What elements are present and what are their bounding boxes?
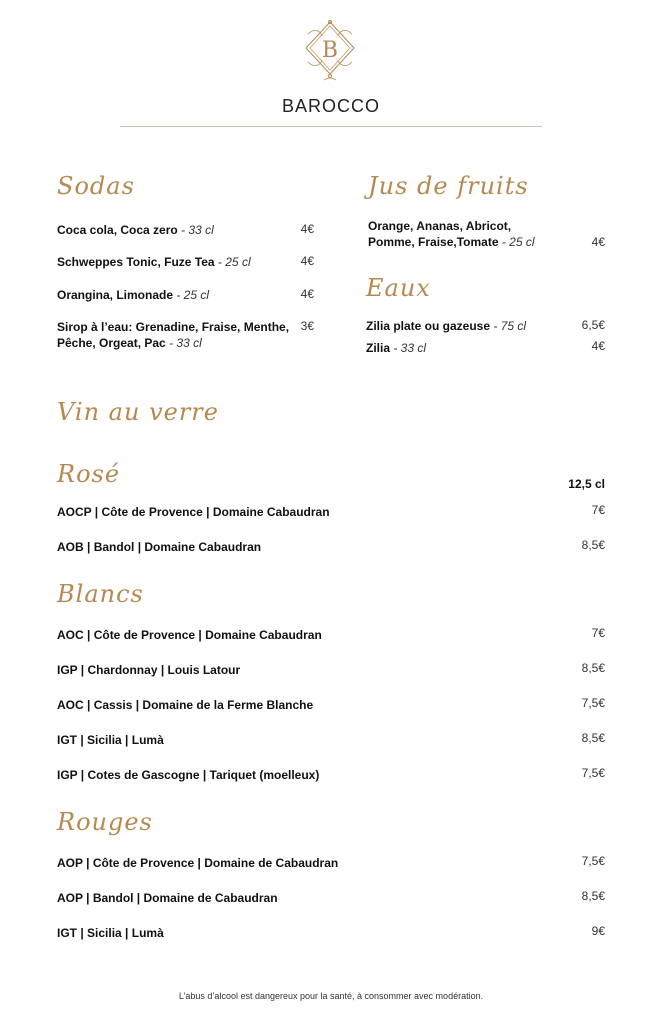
soda-price: 4€ <box>300 254 314 268</box>
wine-item: IGP | Chardonnay | Louis Latour <box>57 663 241 677</box>
soda-price: 3€ <box>300 319 314 333</box>
soda-price: 4€ <box>300 287 314 301</box>
soda-price: 4€ <box>300 222 314 236</box>
wine-item: AOB | Bandol | Domaine Cabaudran <box>57 540 262 554</box>
wine-item: AOP | Côte de Provence | Domaine de Cabaudran <box>57 856 339 870</box>
wine-price: 8,5€ <box>581 889 605 903</box>
wine-item: AOC | Côte de Provence | Domaine Cabaudran <box>57 628 322 642</box>
wine-item: AOCP | Côte de Provence | Domaine Cabaudran <box>57 505 330 519</box>
jus-item: Orange, Ananas, Abricot, Pomme, Fraise,Tomate - 25 cl <box>368 219 535 249</box>
soda-item: Coca cola, Coca zero - 33 cl <box>57 223 214 237</box>
health-warning: L’abus d’alcool est dangereux pour la santé, à consommer avec modération. <box>178 991 484 1001</box>
jus-title: Jus de fruits <box>368 172 529 200</box>
wine-price: 7,5€ <box>581 854 605 868</box>
wine-price: 7,5€ <box>581 696 605 710</box>
wine-price: 7,5€ <box>581 766 605 780</box>
rose-title: Rosé <box>57 460 121 488</box>
soda-item: Schweppes Tonic, Fuze Tea - 25 cl <box>57 255 251 269</box>
vin-au-verre-title: Vin au verre <box>57 398 219 426</box>
blancs-title: Blancs <box>57 580 144 608</box>
soda-item: Orangina, Limonade - 25 cl <box>57 288 210 302</box>
wine-price: 8,5€ <box>581 731 605 745</box>
eau-price: 6,5€ <box>581 318 605 332</box>
rouges-title: Rouges <box>57 808 153 836</box>
volume-header: 12,5 cl <box>568 477 605 491</box>
wine-item: IGT | Sicilia | Lumà <box>57 926 164 940</box>
wine-price: 7€ <box>591 626 605 640</box>
soda-item: Sirop à l’eau: Grenadine, Fraise, Menthe, Pêche, Orgeat, Pac - 33 cl <box>57 320 290 350</box>
wine-price: 9€ <box>591 924 605 938</box>
eaux-title: Eaux <box>366 274 431 302</box>
jus-price: 4€ <box>591 235 605 249</box>
eau-item: Zilia - 33 cl <box>366 341 427 355</box>
brand-name: BAROCCO <box>281 96 380 116</box>
eau-item: Zilia plate ou gazeuse - 75 cl <box>366 319 527 333</box>
sodas-title: Sodas <box>57 172 135 200</box>
header-divider <box>120 126 542 127</box>
barocco-logo <box>300 18 360 84</box>
wine-price: 8,5€ <box>581 661 605 675</box>
wine-item: AOC | Cassis | Domaine de la Ferme Blanche <box>57 698 314 712</box>
wine-item: IGP | Cotes de Gascogne | Tariquet (moelleux) <box>57 768 320 782</box>
logo-letter: B <box>321 38 339 63</box>
wine-price: 7€ <box>591 503 605 517</box>
wine-item: AOP | Bandol | Domaine de Cabaudran <box>57 891 278 905</box>
eau-price: 4€ <box>591 339 605 353</box>
wine-price: 8,5€ <box>581 538 605 552</box>
wine-item: IGT | Sicilia | Lumà <box>57 733 164 747</box>
